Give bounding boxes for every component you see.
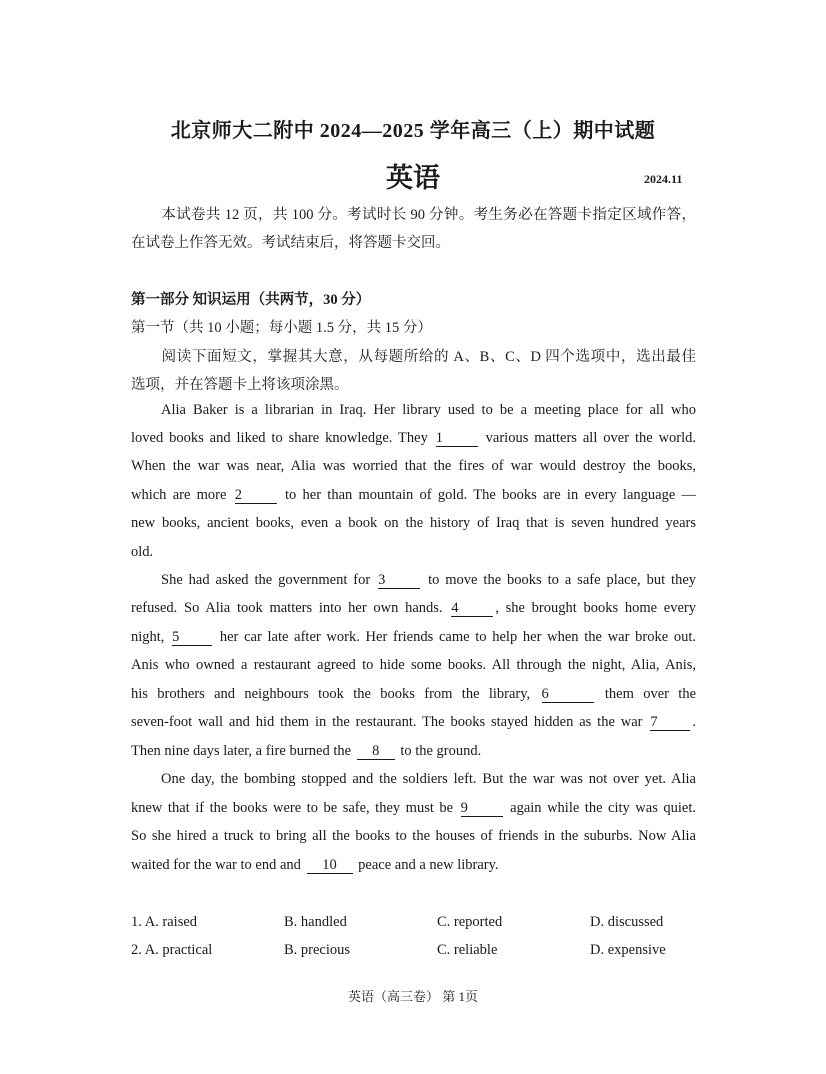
directions-text-1: 阅读下面短文，掌握其大意，从每题所给的 A、B、C、D 四个选项中，选出最佳	[161, 349, 696, 365]
passage-line	[131, 686, 696, 703]
page-title: 北京师大二附中 2024—2025 学年高三（上）期中试题	[170, 120, 656, 142]
blank-7: 7	[650, 715, 690, 731]
passage-text: to her than mountain of gold. The books are in every language —	[284, 487, 697, 503]
blank-4: 4	[451, 601, 493, 617]
question-1-option-d: D. discussed	[590, 914, 664, 930]
subject-title: 英语	[386, 163, 440, 193]
passage-line: old.	[131, 544, 154, 560]
passage-text: Alia Baker is a librarian in Iraq. Her library used to be a meeting place for all who	[161, 402, 696, 418]
exam-date: 2024.11	[644, 172, 683, 186]
question-2-option-a: 2. A. practical	[131, 942, 213, 958]
question-2-option-b: B. precious	[284, 942, 351, 958]
question-2-option-d: D. expensive	[590, 942, 666, 958]
passage-text: to the ground.	[400, 743, 482, 759]
instructions-line-1	[131, 203, 696, 224]
passage-line	[131, 771, 696, 788]
passage-text: , she brought books home every	[495, 600, 697, 616]
passage-line: new books, ancient books, even a book on the history of Iraq that is seven hundred years	[131, 515, 696, 531]
question-1-option-c: C. reported	[437, 914, 503, 930]
passage-line	[131, 629, 696, 646]
blank-8: 8	[357, 744, 395, 760]
passage-text: his brothers and neighbours took the books from the library,	[131, 686, 531, 702]
passage-line	[131, 487, 696, 504]
passage-text: loved books and liked to share knowledge. They	[131, 430, 428, 446]
question-1-option-b: B. handled	[284, 914, 347, 930]
question-1-option-a: 1. A. raised	[131, 914, 198, 930]
blank-9: 9	[461, 801, 503, 817]
passage-line: When the war was near, Alia was worried that the fires of war would destroy the books,	[131, 458, 696, 474]
passage-text: night,	[131, 629, 165, 645]
directions-line-2: 选项，并在答题卡上将该项涂黑。	[131, 377, 349, 393]
section1-heading: 第一节（共 10 小题；每小题 1.5 分，共 15 分）	[131, 320, 432, 336]
passage-text: Then nine days later, a fire burned the	[131, 743, 352, 759]
question-2-option-c: C. reliable	[437, 942, 498, 958]
passage-text: her car late after work. Her friends came to help her when the war broke out.	[219, 629, 697, 645]
part1-heading: 第一部分 知识运用（共两节，30 分）	[131, 292, 371, 308]
passage-line: Anis who owned a restaurant agreed to hide some books. All through the night, Alia, Anis,	[131, 657, 696, 673]
page-footer: 英语（高三卷） 第 1页	[347, 989, 478, 1004]
blank-2: 2	[235, 488, 277, 504]
passage-line	[131, 857, 499, 874]
passage-line	[131, 572, 696, 589]
passage-text: seven-foot wall and hid them in the restaurant. The books stayed hidden as the war	[131, 714, 643, 730]
blank-1: 1	[436, 431, 478, 447]
blank-3: 3	[378, 573, 420, 589]
passage-line	[131, 430, 696, 447]
passage-text: refused. So Alia took matters into her own hands.	[131, 600, 443, 616]
passage-text: She had asked the government for	[161, 572, 371, 588]
blank-6: 6	[542, 687, 594, 703]
passage-line	[131, 800, 696, 817]
instructions-text-1: 本试卷共 12 页，共 100 分。考试时长 90 分钟。考生务必在答题卡指定区域作答，	[161, 207, 696, 223]
passage-text: One day, the bombing stopped and the soldiers left. But the war was not over yet. Alia	[161, 771, 696, 787]
passage-text: .	[692, 714, 696, 730]
passage-line	[131, 743, 481, 760]
passage-text: peace and a new library.	[358, 857, 499, 873]
passage-text: various matters all over the world.	[485, 430, 697, 446]
passage-text: to move the books to a safe place, but they	[428, 572, 697, 588]
passage-text: again while the city was quiet.	[510, 800, 696, 816]
passage-text: them over the	[604, 686, 697, 702]
passage-text: waited for the war to end and	[131, 857, 301, 873]
passage-line: So she hired a truck to bring all the books to the houses of friends in the suburbs. Now Alia	[131, 828, 696, 844]
directions-line-1	[131, 345, 696, 366]
passage-text: knew that if the books were to be safe, they must be	[131, 800, 454, 816]
instructions-line-2: 在试卷上作答无效。考试结束后，将答题卡交回。	[131, 235, 450, 251]
passage-line	[131, 714, 696, 731]
blank-5: 5	[172, 630, 212, 646]
blank-10: 10	[307, 858, 353, 874]
passage-line	[131, 600, 696, 617]
passage-text: which are more	[131, 487, 227, 503]
passage-line	[131, 402, 696, 419]
